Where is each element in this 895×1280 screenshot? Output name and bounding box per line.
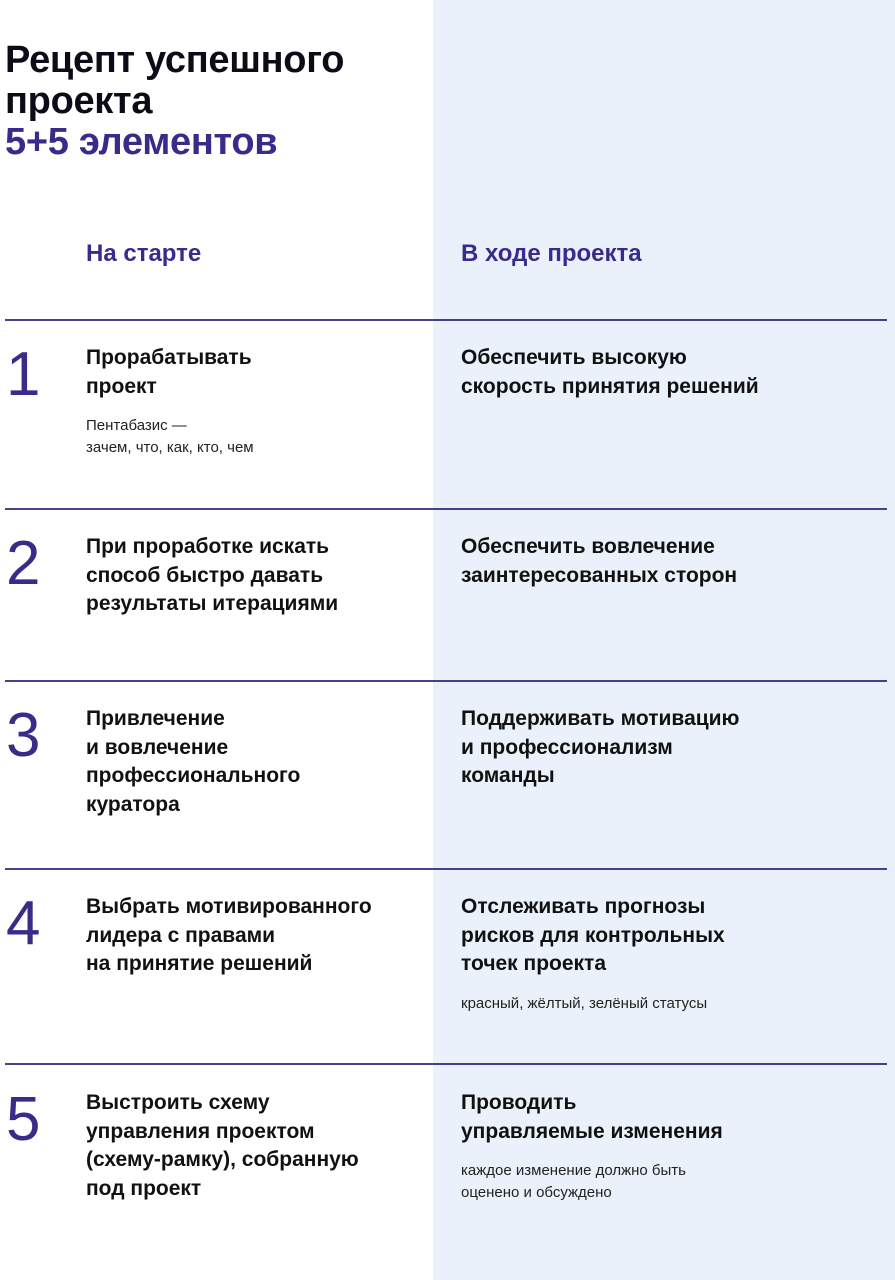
row-divider — [5, 1063, 887, 1065]
right-column-background — [433, 0, 895, 1280]
row-3-start-text: Привлечение и вовлечение профессионального куратора — [86, 707, 301, 816]
row-3-during-text: Поддерживать мотивацию и профессионализм команды — [461, 707, 740, 787]
row-5-during-item — [461, 1089, 861, 1204]
row-5-start-item — [86, 1089, 416, 1203]
row-2-during-item — [461, 533, 861, 590]
page-title — [5, 40, 344, 163]
title-line-2: проекта — [5, 80, 153, 122]
column-header-start: На старте — [86, 240, 202, 267]
row-2-start-text: При проработке искать способ быстро давать результаты итерациями — [86, 535, 339, 615]
row-3-start-item — [86, 705, 416, 819]
row-divider — [5, 508, 887, 510]
row-2-during-text: Обеспечить вовлечение заинтересованных сторон — [461, 535, 738, 587]
column-header-during: В ходе проекта — [461, 240, 642, 267]
title-accent: 5+5 элементов — [5, 121, 278, 163]
row-1-start-item — [86, 344, 416, 459]
row-3-during-item — [461, 705, 861, 791]
row-1-during-text: Обеспечить высокую скорость принятия решений — [461, 346, 759, 398]
row-1-start-text: Прорабатывать проект — [86, 346, 252, 398]
row-2-start-item — [86, 533, 416, 619]
row-4-during-note: красный, жёлтый, зелёный статусы — [461, 994, 708, 1012]
row-divider — [5, 868, 887, 870]
row-number: 5 — [6, 1085, 41, 1154]
title-line-1: Рецепт успешного — [5, 39, 345, 81]
row-5-start-text: Выстроить схему управления проектом (схему-рамку), собранную под проект — [86, 1091, 359, 1200]
row-number: 4 — [6, 889, 41, 958]
row-number: 1 — [6, 340, 41, 409]
row-4-during-text: Отслеживать прогнозы рисков для контрольных точек проекта — [461, 895, 725, 975]
row-4-start-text: Выбрать мотивированного лидера с правами на принятие решений — [86, 895, 372, 975]
row-1-during-item — [461, 344, 861, 401]
row-divider — [5, 319, 887, 321]
row-4-start-item — [86, 893, 416, 979]
row-divider — [5, 680, 887, 682]
row-1-start-note: Пентабазис — зачем, что, как, кто, чем — [86, 417, 254, 456]
row-number: 2 — [6, 529, 41, 598]
row-5-during-text: Проводить управляемые изменения — [461, 1091, 723, 1143]
row-number: 3 — [6, 701, 41, 770]
row-5-during-note: каждое изменение должно быть оценено и обсуждено — [461, 1162, 686, 1201]
row-4-during-item — [461, 893, 861, 1015]
